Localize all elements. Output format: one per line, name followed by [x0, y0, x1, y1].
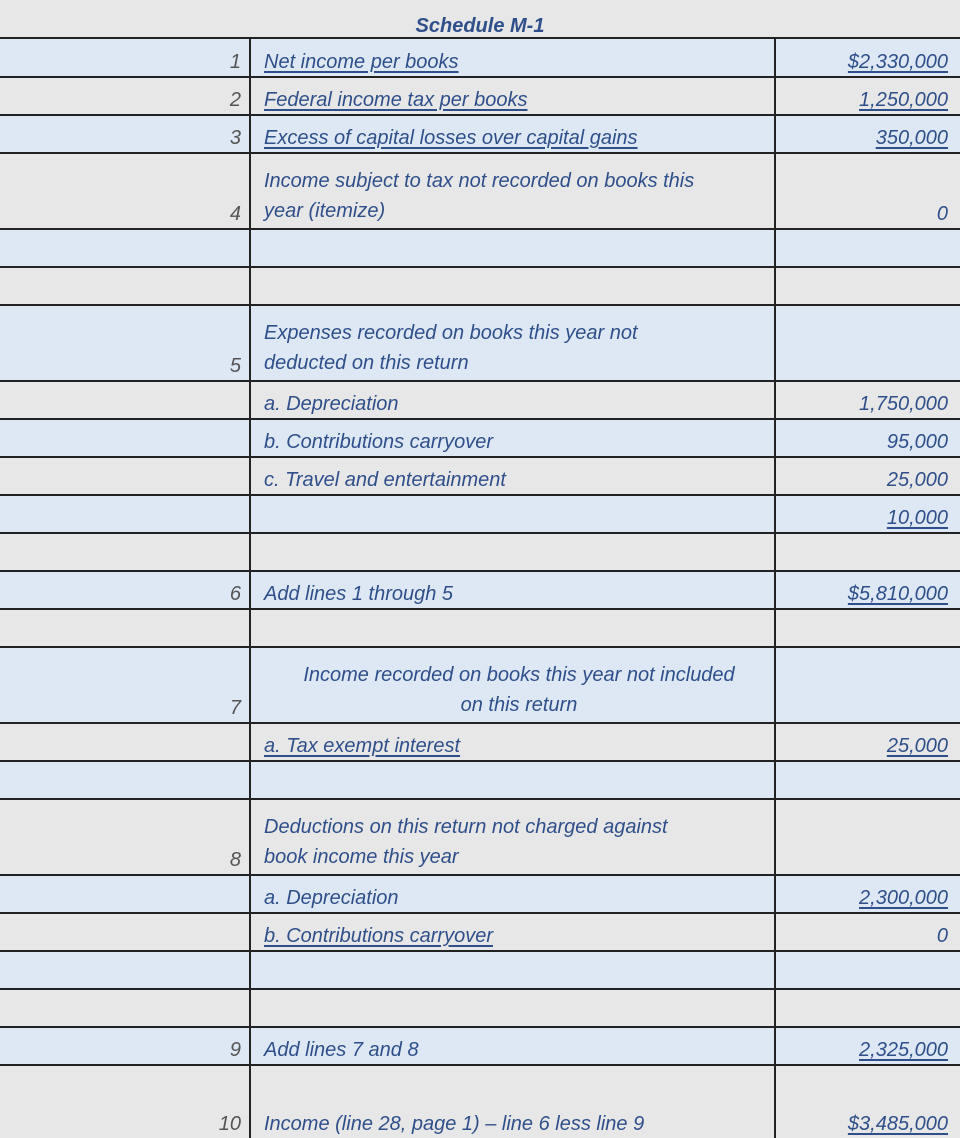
- line-number: [0, 533, 250, 571]
- table-row: [0, 647, 960, 723]
- line-amount: [775, 533, 960, 571]
- line-number: [0, 229, 250, 267]
- line-description: [250, 609, 775, 647]
- table-row: [0, 723, 960, 761]
- line-description: [250, 495, 775, 533]
- line-amount: $3,485,000: [775, 1065, 960, 1138]
- line-description: [250, 267, 775, 305]
- line-number: 10: [0, 1065, 250, 1138]
- line-description: Federal income tax per books: [250, 77, 775, 115]
- line-number: [0, 419, 250, 457]
- table-row: [0, 153, 960, 229]
- line-description: [250, 761, 775, 799]
- table-row: [0, 989, 960, 1027]
- line-description: [250, 153, 775, 229]
- line-number: 8: [0, 799, 250, 875]
- table-row: [0, 913, 960, 951]
- line-number: [0, 723, 250, 761]
- line-amount: $5,810,000: [775, 571, 960, 609]
- line-description-line2: book income this year: [264, 846, 459, 868]
- line-number: 4: [0, 153, 250, 229]
- line-description: [250, 799, 775, 875]
- line-amount: [775, 761, 960, 799]
- line-description: [250, 533, 775, 571]
- line-description-line2: year (itemize): [264, 200, 386, 222]
- table-row: [0, 533, 960, 571]
- line-amount: 350,000: [775, 115, 960, 153]
- table-row: [0, 799, 960, 875]
- line-description: b. Contributions carryover: [250, 913, 775, 951]
- table-row: [0, 77, 960, 115]
- table-row: [0, 267, 960, 305]
- line-number: [0, 381, 250, 419]
- line-description-line1: Expenses recorded on books this year not: [264, 322, 638, 344]
- line-amount: 2,325,000: [775, 1027, 960, 1065]
- line-description: a. Tax exempt interest: [250, 723, 775, 761]
- line-number: [0, 609, 250, 647]
- line-number: [0, 495, 250, 533]
- line-description: Net income per books: [250, 39, 775, 77]
- line-description: [250, 951, 775, 989]
- line-amount: $2,330,000: [775, 39, 960, 77]
- table-row: [0, 457, 960, 495]
- line-amount: [775, 267, 960, 305]
- table-row: [0, 1065, 960, 1138]
- line-amount: [775, 305, 960, 381]
- table-row: [0, 381, 960, 419]
- schedule-table: [0, 39, 960, 1138]
- line-number: [0, 761, 250, 799]
- table-row: [0, 951, 960, 989]
- table-row: [0, 875, 960, 913]
- line-number: 3: [0, 115, 250, 153]
- line-description-line1: Deductions on this return not charged against: [264, 816, 668, 838]
- line-amount: 1,750,000: [775, 381, 960, 419]
- line-description-line1: Income recorded on books this year not included: [303, 664, 735, 686]
- table-row: [0, 39, 960, 77]
- line-amount: 95,000: [775, 419, 960, 457]
- line-amount: 10,000: [775, 495, 960, 533]
- table-row: [0, 495, 960, 533]
- line-number: 7: [0, 647, 250, 723]
- line-amount: 2,300,000: [775, 875, 960, 913]
- line-description: a. Depreciation: [250, 381, 775, 419]
- line-number: [0, 267, 250, 305]
- line-number: 5: [0, 305, 250, 381]
- line-description: Income (line 28, page 1) – line 6 less line 9: [250, 1065, 775, 1138]
- line-description: b. Contributions carryover: [250, 419, 775, 457]
- line-amount: [775, 989, 960, 1027]
- line-amount: 0: [775, 153, 960, 229]
- line-amount: [775, 609, 960, 647]
- line-number: 1: [0, 39, 250, 77]
- table-row: [0, 229, 960, 267]
- line-number: 2: [0, 77, 250, 115]
- line-amount: [775, 951, 960, 989]
- line-number: 9: [0, 1027, 250, 1065]
- line-amount: 25,000: [775, 457, 960, 495]
- line-description: [250, 989, 775, 1027]
- line-description: a. Depreciation: [250, 875, 775, 913]
- line-description-line2: deducted on this return: [264, 352, 469, 374]
- table-row: [0, 115, 960, 153]
- line-number: [0, 457, 250, 495]
- table-row: [0, 571, 960, 609]
- line-number: 6: [0, 571, 250, 609]
- table-row: [0, 419, 960, 457]
- line-number: [0, 951, 250, 989]
- line-description-line2: on this return: [460, 694, 578, 716]
- line-amount: [775, 229, 960, 267]
- table-row: [0, 761, 960, 799]
- line-amount: 1,250,000: [775, 77, 960, 115]
- line-number: [0, 913, 250, 951]
- line-amount: 25,000: [775, 723, 960, 761]
- line-amount: [775, 647, 960, 723]
- line-description: c. Travel and entertainment: [250, 457, 775, 495]
- line-number: [0, 989, 250, 1027]
- line-description: Add lines 7 and 8: [250, 1027, 775, 1065]
- table-row: [0, 1027, 960, 1065]
- line-description: [250, 647, 775, 723]
- line-description: Add lines 1 through 5: [250, 571, 775, 609]
- line-description: [250, 305, 775, 381]
- line-description-line1: Income subject to tax not recorded on books this: [264, 170, 695, 192]
- table-row: [0, 305, 960, 381]
- line-amount: [775, 799, 960, 875]
- schedule-title: Schedule M-1: [0, 0, 960, 39]
- line-number: [0, 875, 250, 913]
- line-description: Excess of capital losses over capital gains: [250, 115, 775, 153]
- line-amount: 0: [775, 913, 960, 951]
- line-description: [250, 229, 775, 267]
- table-row: [0, 609, 960, 647]
